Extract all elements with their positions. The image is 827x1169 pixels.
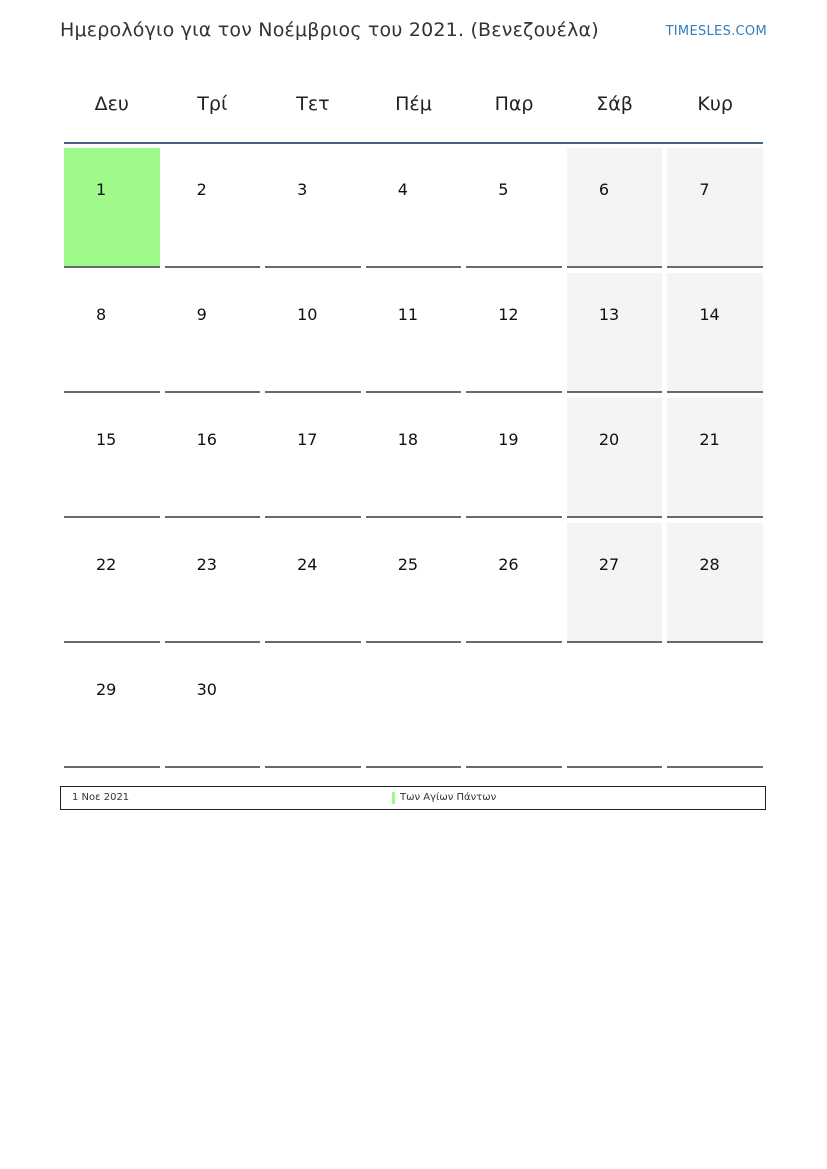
empty-day-cell — [265, 648, 361, 768]
week-row — [64, 273, 763, 398]
day-number: 18 — [397, 430, 419, 449]
day-number: 1 — [96, 180, 107, 199]
week-row — [64, 398, 763, 523]
day-cell[interactable] — [64, 273, 160, 393]
day-cell[interactable] — [667, 148, 763, 268]
day-number: 23 — [196, 555, 217, 574]
day-cell[interactable] — [165, 398, 261, 518]
day-number: 29 — [96, 680, 117, 699]
day-number: 2 — [196, 180, 207, 199]
day-cell[interactable] — [165, 523, 261, 643]
day-number: 7 — [699, 180, 710, 199]
day-number: 9 — [196, 305, 207, 324]
weekday-header: Σάβ — [596, 93, 633, 115]
day-cell[interactable] — [667, 523, 763, 643]
day-cell[interactable] — [165, 273, 261, 393]
empty-day-cell — [466, 648, 562, 768]
calendar-grid — [64, 80, 763, 773]
day-number: 6 — [598, 180, 609, 199]
day-number: 16 — [196, 430, 217, 449]
weekday-header: Τετ — [296, 93, 330, 115]
day-number: 20 — [598, 430, 620, 449]
empty-day-cell — [667, 648, 763, 768]
day-cell[interactable] — [466, 273, 562, 393]
day-cell[interactable] — [466, 398, 562, 518]
weekday-header: Δευ — [94, 93, 129, 115]
day-number: 12 — [498, 305, 519, 324]
day-cell[interactable] — [265, 523, 361, 643]
day-cell[interactable] — [265, 273, 361, 393]
day-number: 4 — [397, 180, 408, 199]
holiday-date: 1 Νοε 2021 — [72, 792, 130, 803]
day-cell[interactable] — [265, 398, 361, 518]
empty-day-cell — [567, 648, 663, 768]
week-row — [64, 523, 763, 648]
day-number: 8 — [96, 305, 107, 324]
day-number: 10 — [297, 305, 318, 324]
day-number: 30 — [196, 680, 217, 699]
weekday-header: Παρ — [494, 93, 534, 115]
day-number: 27 — [598, 555, 620, 574]
day-number: 22 — [96, 555, 117, 574]
day-number: 28 — [699, 555, 720, 574]
day-number: 11 — [397, 305, 419, 324]
weekday-header: Πέμ — [395, 93, 432, 115]
day-cell[interactable] — [165, 648, 261, 768]
weekday-header-row — [64, 80, 763, 144]
day-cell[interactable] — [366, 148, 462, 268]
day-cell[interactable] — [64, 398, 160, 518]
day-cell[interactable] — [366, 398, 462, 518]
day-cell[interactable] — [667, 273, 763, 393]
day-cell[interactable] — [466, 148, 562, 268]
day-cell[interactable] — [64, 523, 160, 643]
day-cell[interactable] — [567, 273, 663, 393]
day-cell[interactable] — [466, 523, 562, 643]
week-row — [64, 648, 763, 773]
empty-day-cell — [366, 648, 462, 768]
day-cell[interactable] — [667, 398, 763, 518]
weekday-header: Τρί — [197, 93, 228, 115]
page-title: Ημερολόγιο για τον Νοέμβριος του 2021. (Βενεζουέλα) — [60, 19, 599, 41]
brand-link[interactable]: TIMESLES.COM — [665, 24, 767, 39]
weekday-header: Κυρ — [697, 93, 733, 115]
weeks-container — [64, 148, 763, 773]
day-number: 14 — [699, 305, 720, 324]
holiday-name: Των Αγίων Πάντων — [400, 792, 497, 803]
day-cell[interactable] — [165, 148, 261, 268]
day-number: 24 — [297, 555, 318, 574]
day-cell[interactable] — [366, 273, 462, 393]
day-number: 13 — [598, 305, 620, 324]
holiday-color-marker — [392, 792, 395, 804]
day-number: 17 — [297, 430, 318, 449]
week-row — [64, 148, 763, 273]
day-cell[interactable] — [64, 148, 160, 268]
day-cell[interactable] — [366, 523, 462, 643]
day-number: 21 — [699, 430, 720, 449]
day-cell[interactable] — [567, 148, 663, 268]
day-number: 15 — [96, 430, 117, 449]
day-cell[interactable] — [64, 648, 160, 768]
holiday-legend — [60, 786, 766, 810]
day-number: 26 — [498, 555, 519, 574]
day-cell[interactable] — [265, 148, 361, 268]
day-cell[interactable] — [567, 398, 663, 518]
day-number: 3 — [297, 180, 308, 199]
day-number: 5 — [498, 180, 509, 199]
day-cell[interactable] — [567, 523, 663, 643]
day-number: 25 — [397, 555, 419, 574]
day-number: 19 — [498, 430, 519, 449]
